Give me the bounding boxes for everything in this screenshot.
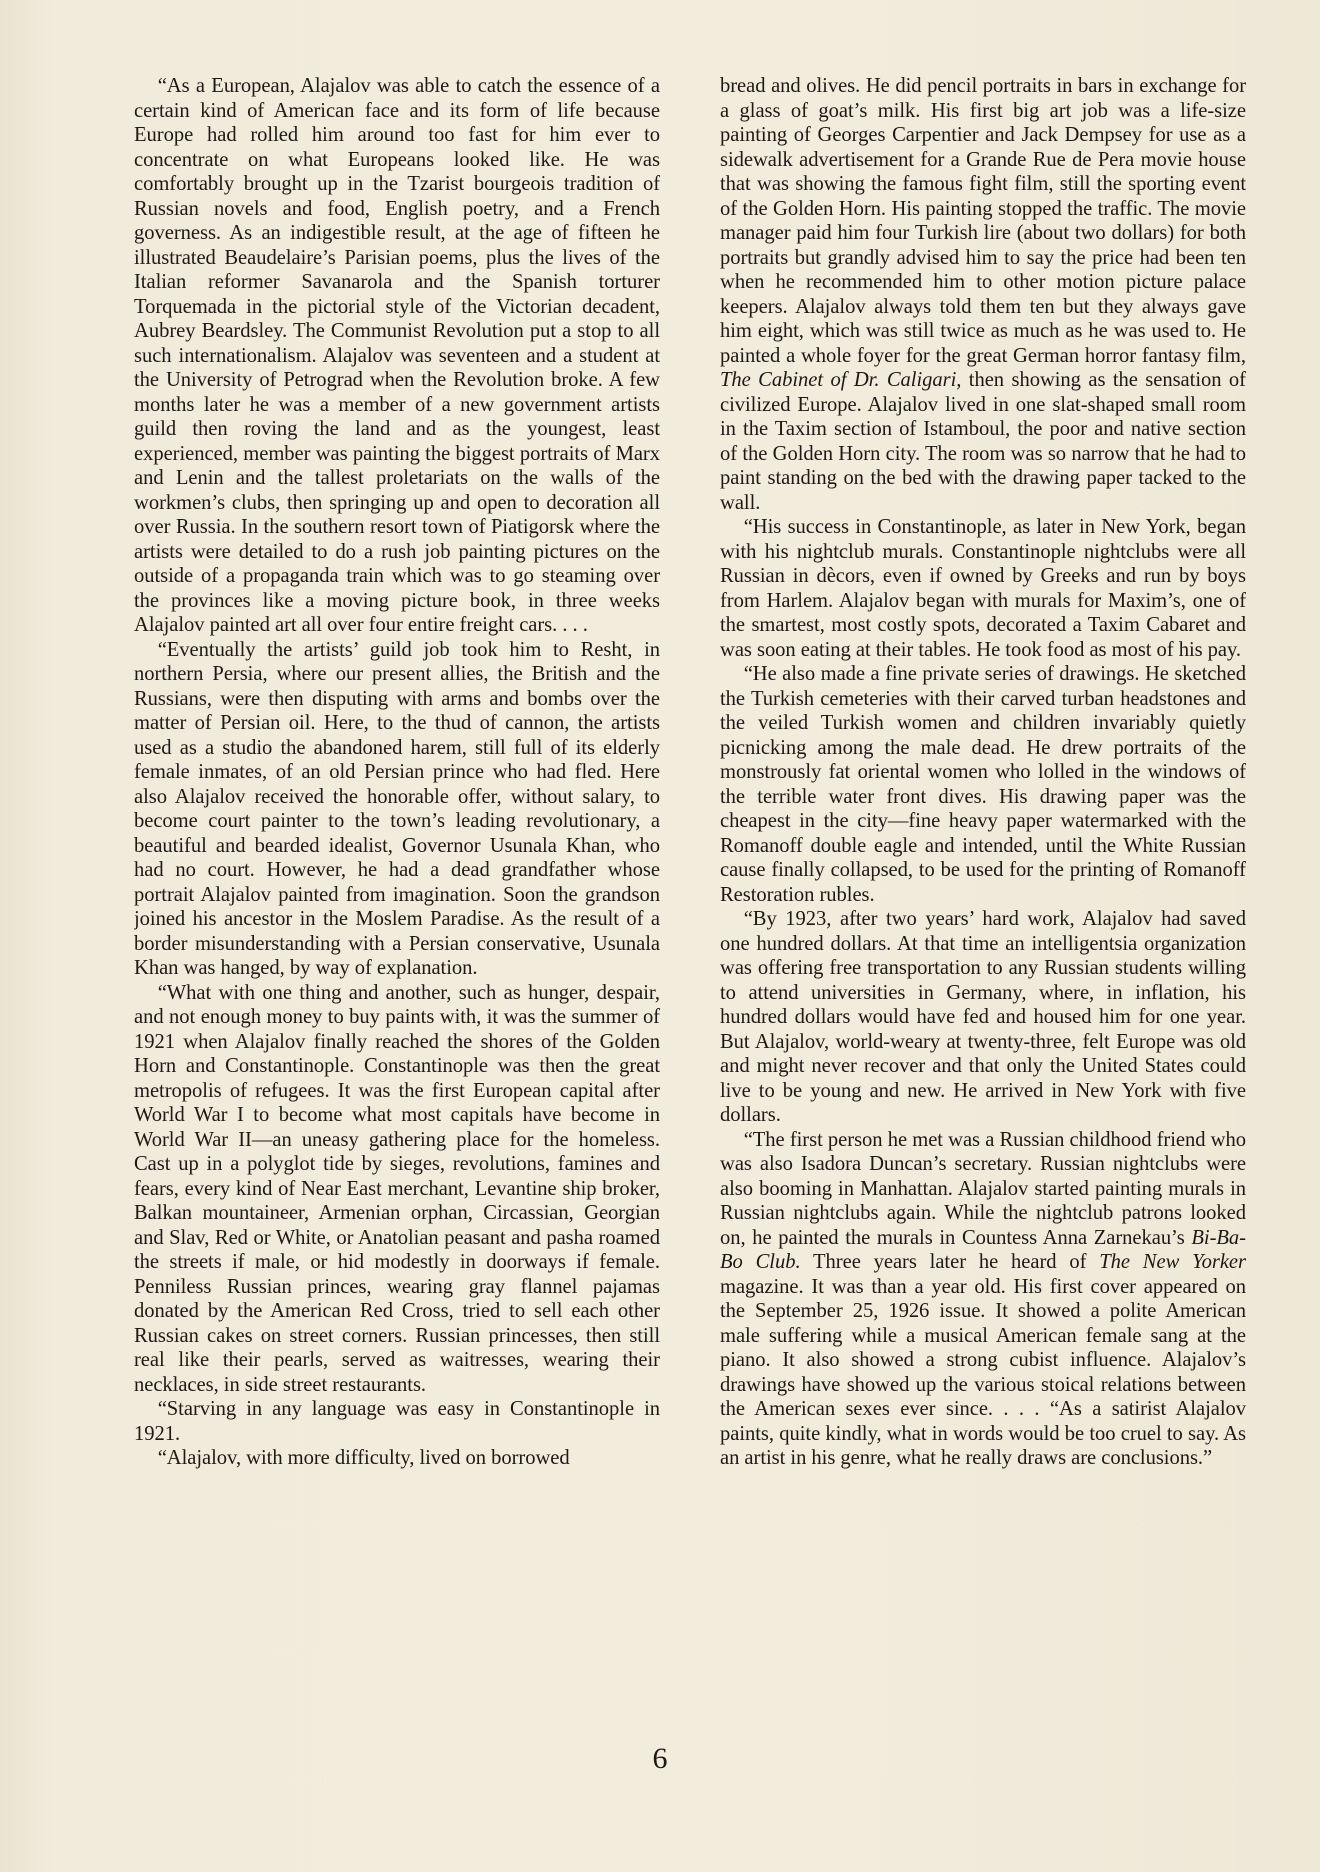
text-run: then showing as the sensation of civilized Europe. Alajalov lived in one slat-shaped small room in the Taxim section of Istamboul, the poor and native section of the Golden Horn city. The room was so narrow that he had to paint standing on the bed with the drawing paper tacked to the wall. — [720, 369, 1246, 514]
left-column — [134, 74, 660, 1714]
club-name: Bi-Ba-Bo Club. — [720, 1226, 1246, 1273]
paragraph: “He also made a fine private series of drawings. He sketched the Turkish cemeteries with their carved turban headstones and the veiled Turkish women and children invariably quietly picnicking among the male dead. He drew portraits of the monstrously fat oriental women who lolled in the windows of the terrible water front dives. His drawing paper was the cheapest in the city—fine heavy paper watermarked with the Romanoff double eagle and intended, until the White Russian cause finally collapsed, to be used for the printing of Romanoff Restoration rubles. — [720, 663, 1246, 906]
text-run: bread and olives. He did pencil portraits in bars in exchange for a glass of goat’s milk. His first big art job was a life-size painting of Georges Carpentier and Jack Dempsey for use as a sidewalk advertisement for a Grande Rue de Pera movie house that was showing the famous fight film, still the sporting event of the Golden Horn. His painting stopped the traffic. The movie manager paid him four Turkish lire (about two dollars) for both portraits but grandly advised him to say the price had been ten when he recommended him to other motion picture palace keepers. Alajalov always told them ten but they always gave him eight, which was still twice as much as he was used to. He painted a whole foyer for the great German horror fantasy film, — [720, 75, 1246, 367]
text-run: magazine. It was than a year old. His first cover appeared on the September 25, 1926 issue. It showed a polite American male suffering while a musical American female sang at the piano. It also showed a strong cubist influence. Alajalov’s drawings have showed up the various stoical relations between the American sexes ever since. . . . “As a satirist Alajalov paints, quite kindly, what in words would be too cruel to say. As an artist in his genre, what he really draws are conclusions.” — [720, 1275, 1246, 1469]
paragraph: “As a European, Alajalov was able to catch the essence of a certain kind of American face and its form of life because Europe had rolled him around too fast for him ever to concentrate on what Europeans looked like. He was comfortably brought up in the Tzarist bourgeois tradition of Russian novels and food, English poetry, and a French governess. As an indigestible result, at the age of fifteen he illustrated Beaudelaire’s Parisian poems, plus the lives of the Italian reformer Savanarola and the Spanish torturer Torquemada in the pictorial style of the Victorian decadent, Aubrey Beardsley. The Communist Revolution put a stop to all such internationalism. Alajalov was seventeen and a student at the University of Petrograd when the Revolution broke. A few months later he was a member of a new government artists guild then roving the land and as the youngest, least experienced, member was painting the biggest portraits of Marx and Lenin and the tallest proletariats on the walls of the workmen’s clubs, then springing up and open to decoration all over Russia. In the southern resort town of Piatigorsk where the artists were detailed to do a rush job painting pictures on the outside of a propaganda train which was to go steaming over the provinces like a moving picture book, in three weeks Alajalov painted art all over four entire freight cars. . . . — [134, 75, 660, 636]
film-title: The Cabinet of Dr. Caligari, — [720, 369, 962, 391]
paragraph: “Eventually the artists’ guild job took him to Resht, in northern Persia, where our present allies, the British and the Russians, were then disputing with arms and bombs over the matter of Persian oil. Here, to the thud of cannon, the artists used as a studio the abandoned harem, still full of its elderly female inmates, of an old Persian prince who had fled. Here also Alajalov received the honorable offer, without salary, to become court painter to the town’s leading revolutionary, a beautiful and bearded idealist, Governor Usunala Khan, who had no court. However, he had a dead grandfather whose portrait Alajalov painted from imagination. Soon the grandson joined his ancestor in the Moslem Paradise. As the result of a border misunderstanding with a Persian conservative, Usunala Khan was hanged, by way of explanation. — [134, 638, 660, 979]
paragraph-continued — [720, 74, 1246, 515]
paragraph: “By 1923, after two years’ hard work, Alajalov had saved one hundred dollars. At that time an intelligentsia organization was offering free transportation to any Russian students willing to attend universities in Germany, where, in inflation, his hundred dollars would have fed and housed him for one year. But Alajalov, world-weary at twenty-three, felt Europe was old and might never recover and that only the United States could live to be young and new. He arrived in New York with five dollars. — [720, 908, 1246, 1126]
paragraph: “What with one thing and another, such as hunger, despair, and not enough money to buy paints with, it was the summer of 1921 when Alajalov finally reached the shores of the Golden Horn and Constantinople. Constantinople was then the great metropolis of refugees. It was the first European capital after World War I to become what most capitals have become in World War II—an uneasy gathering place for the homeless. Cast up in a polyglot tide by sieges, revolutions, famines and fears, every kind of Near East merchant, Levantine ship broker, Balkan mountaineer, Armenian orphan, Circassian, Georgian and Slav, Red or White, or Anatolian peasant and pasha roamed the streets if male, or hid modestly in doorways if female. Penniless Russian princes, wearing gray flannel pajamas donated by the American Red Cross, tried to sell each other Russian cakes on street corners. Russian princesses, then still real like their pearls, served as waitresses, wearing their necklaces, in side street restaurants. — [134, 981, 660, 1396]
text-columns — [134, 74, 1246, 1714]
text-run: Three years later he heard of — [813, 1251, 1087, 1273]
right-column — [720, 74, 1246, 1714]
paragraph: “His success in Constantinople, as later in New York, began with his nightclub murals. Constantinople nightclubs were all Russian in dècors, even if owned by Greeks and run by boys from Harlem. Alajalov began with murals for Maxim’s, one of the smartest, most costly spots, decorated a Taxim Cabaret and was soon eating at their tables. He took food as most of his pay. — [720, 516, 1246, 661]
text-run: “The first person he met was a Russian childhood friend who was also Isadora Duncan’s secretary. Russian nightclubs were also booming in Manhattan. Alajalov started painting murals in Russian nightclubs again. While the nightclub patrons looked on, he painted the murals in Countess Anna Zarnekau’s — [720, 1128, 1246, 1249]
magazine-name: The New Yorker — [1099, 1251, 1246, 1273]
paragraph: “Alajalov, with more difficulty, lived on borrowed — [157, 1447, 570, 1469]
page-number: 6 — [652, 1742, 668, 1775]
paragraph: “Starving in any language was easy in Constantinople in 1921. — [134, 1398, 660, 1445]
paragraph — [720, 1128, 1246, 1471]
